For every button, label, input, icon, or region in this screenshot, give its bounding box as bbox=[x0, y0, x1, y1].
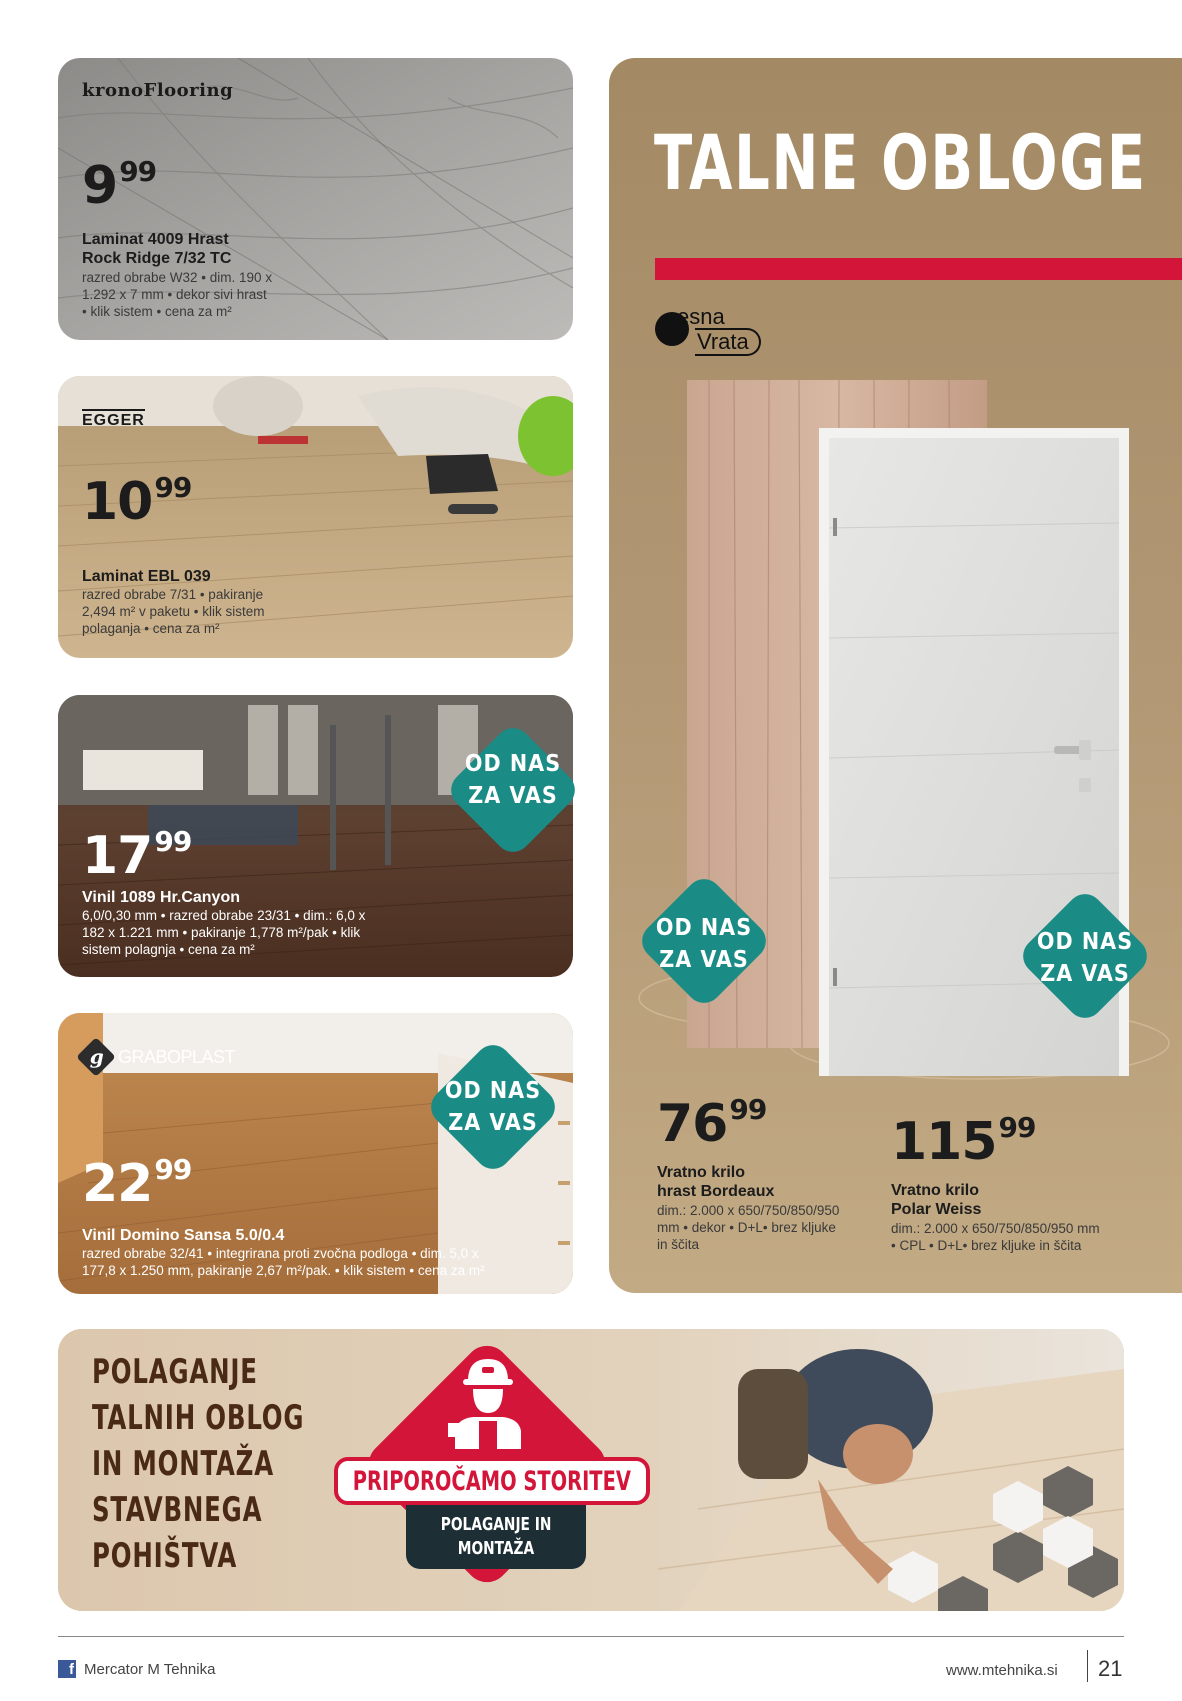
page-number: 21 bbox=[1098, 1656, 1123, 1681]
facebook-icon: f bbox=[58, 1660, 76, 1678]
product-card-laminat-4009[interactable] bbox=[58, 58, 573, 340]
kronoflooring-logo: kronoFlooring bbox=[82, 80, 234, 101]
service-sublabel: POLAGANJE IN MONTAŽA bbox=[406, 1505, 586, 1569]
heading-accent-bar bbox=[655, 258, 1182, 280]
footer-left[interactable] bbox=[58, 1660, 215, 1678]
product-description: 6,0/0,30 mm • razred obrabe 23/31 • dim.: 6,0 x 182 x 1.221 mm • pakiranje 1,778 m²/pak • klik sistem polagnja • cena za m² bbox=[82, 908, 366, 957]
facebook-page-name: Mercator M Tehnika bbox=[84, 1660, 216, 1678]
badge-text: OD NAS ZA VAS bbox=[655, 915, 753, 973]
doors-panel bbox=[609, 58, 1182, 1293]
price-door-polar-weiss: $115^{99}$ bbox=[891, 1111, 1036, 1172]
product-title: Laminat EBL 039 bbox=[82, 568, 211, 585]
product-description: razred obrabe W32 • dim. 190 x 1.292 x 7 mm • dekor sivi hrast • klik sistem • cena za m² bbox=[82, 270, 273, 319]
product-title: Vratno krilo hrast Bordeaux bbox=[657, 1164, 775, 1200]
doors-image bbox=[609, 378, 1182, 1158]
egger-logo: EGGER bbox=[82, 409, 145, 430]
price-door-bordeaux: $76^{99}$ bbox=[657, 1093, 767, 1154]
badge-text: OD NAS ZA VAS bbox=[444, 1078, 542, 1136]
lesna-vrata-logo: esna Vrata bbox=[655, 304, 795, 364]
recommend-label: PRIPOROČAMO STORITEV bbox=[334, 1457, 650, 1505]
price-laminat-ebl-039: $10^{99}$ bbox=[82, 471, 192, 532]
product-description: dim.: 2.000 x 650/750/850/950 mm • CPL • D+L• brez kljuke in ščita bbox=[891, 1221, 1100, 1253]
price-vinil-domino: $22^{99}$ bbox=[82, 1153, 192, 1214]
badge-text: OD NAS ZA VAS bbox=[464, 751, 562, 809]
product-card-laminat-ebl-039[interactable] bbox=[58, 376, 573, 658]
section-heading: TALNE OBLOGE bbox=[654, 118, 1147, 207]
website-link[interactable]: www.mtehnika.si bbox=[946, 1662, 1058, 1679]
graboplast-emblem-icon: g bbox=[76, 1037, 116, 1077]
installation-service-banner[interactable] bbox=[58, 1329, 1124, 1611]
page-separator bbox=[1087, 1650, 1088, 1682]
product-title: Vinil 1089 Hr.Canyon bbox=[82, 889, 240, 906]
product-title: Laminat 4009 Hrast Rock Ridge 7/32 TC bbox=[82, 231, 232, 267]
product-description: razred obrabe 32/41 • integrirana proti zvočna podloga • dim. 5,0 x 177,8 x 1.250 mm, pakiranje 2,67 m²/pak. • klik sistem • cena za m² bbox=[82, 1246, 485, 1278]
service-title: POLAGANJE TALNIH OBLOG IN MONTAŽA STAVBNEGA POHIŠTVA bbox=[92, 1352, 305, 1576]
price-laminat-4009: $9^{99}$ bbox=[82, 155, 157, 216]
product-description: razred obrabe 7/31 • pakiranje 2,494 m² v paketu • klik sistem polaganja • cena za m² bbox=[82, 587, 265, 636]
badge-text: OD NAS ZA VAS bbox=[1036, 929, 1134, 987]
product-description: dim.: 2.000 x 650/750/850/950 mm • dekor • D+L• brez kljuke in ščita bbox=[657, 1203, 840, 1252]
footer-divider bbox=[58, 1636, 1124, 1637]
installer-worker-icon bbox=[443, 1351, 533, 1451]
graboplast-logo: g GRABOPLAST bbox=[82, 1043, 235, 1071]
product-title: Vratno krilo Polar Weiss bbox=[891, 1182, 982, 1218]
product-title: Vinil Domino Sansa 5.0/0.4 bbox=[82, 1227, 285, 1244]
price-vinil-1089: $17^{99}$ bbox=[82, 825, 192, 886]
